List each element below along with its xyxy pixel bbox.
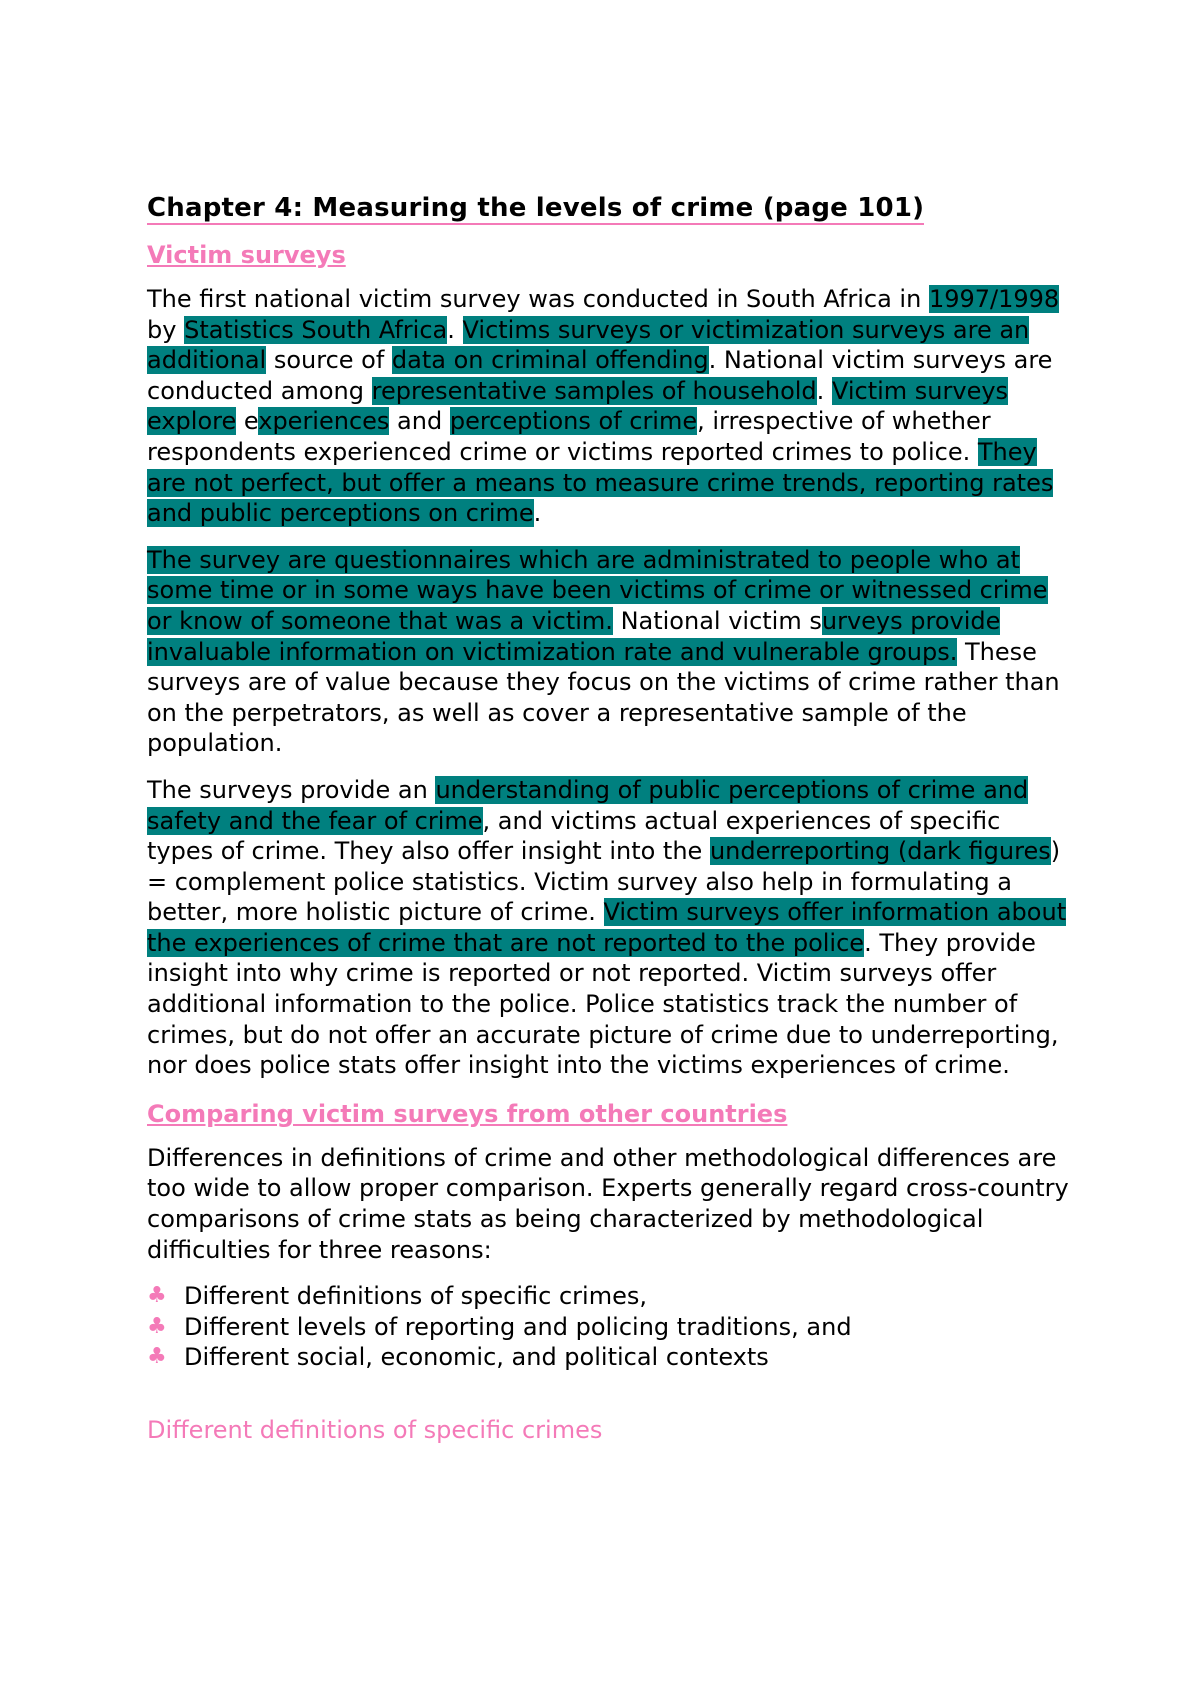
highlight-run: Victims surveys or victimization surveys are an additional [147,315,1030,375]
text-run: and [389,407,450,436]
highlight-run: Statistics South Africa [184,315,448,344]
text-run: National victim s [612,606,822,635]
highlight-run: The survey are questionnaires which are administrated to people who at some time or in some ways have been victims of crime or witnessed crime or know of someone that was a victim. [147,545,1048,635]
highlight-run: representative samples of household [371,376,817,405]
club-icon: ♣ [147,1283,167,1309]
highlight-run: data on criminal offending [391,346,709,375]
text-run: ) = complement police statistics. Victim survey also help in formulating a better, more holistic picture of crime. [147,837,1061,927]
text-run: e [236,407,259,436]
highlight-run: underreporting (dark figures [709,837,1051,866]
paragraph-victim-surveys-3 [147,775,1070,1081]
text-run: by [147,315,185,344]
highlight-run: 1997/1998 [928,285,1060,313]
paragraph-comparing: Differences in definitions of crime and other methodological differences are too wide to allow proper comparison. Experts generally regard cross-country comparisons of crime stats as being characterized by methodological difficulties for three reasons: [147,1143,1069,1264]
highlight-run: Victim surveys offer information about the experiences of crime that are not reported to the police [147,898,1067,957]
highlight-run: urveys provide invaluable information on victimization rate and vulnerable groups. [147,606,1001,666]
text-run: These surveys are of value because they focus on the victims of crime rather than on the perpetrators, as well as cover a representative sample of the population. [147,637,1060,758]
heading-different-definitions: Different definitions of specific crimes [147,1416,603,1444]
list-item: ♣ Different social, economic, and political contexts [147,1343,769,1372]
text-run: . [447,315,463,344]
chapter-title: Chapter 4: Measuring the levels of crime (page 101) [147,193,925,223]
text-run: source of [266,346,392,375]
club-icon: ♣ [147,1313,167,1339]
highlight-run: Victim surveys explore [147,376,1009,436]
list-item: ♣ Different levels of reporting and policing traditions, and [147,1312,852,1341]
text-run: , and victims actual experiences of specific types of crime. They also offer insight into the [147,806,1001,866]
highlight-run: They are not perfect, but offer a means to measure crime trends, reporting rates and public perceptions on crime [147,437,1054,528]
text-run: . They provide insight into why crime is reported or not reported. Victim surveys offer additional information to the police. Police statistics track the number of crimes, but do not offer an accurate picture of crime due to underreporting, nor does police stats offer insight into the victims experiences of crime. [147,928,1059,1080]
text-run: . National victim surveys are conducted among [147,346,1053,405]
text-run: , irrespective of whether respondents experienced crime or victims reported crimes to police. [147,407,991,466]
paragraph-victim-surveys-2 [147,545,1070,759]
text-run: The surveys provide an [147,775,436,804]
highlight-run: perceptions of crime [449,407,698,436]
text-run: . [533,499,542,528]
text-run: The first national victim survey was conducted in South Africa in [147,285,929,313]
reasons-list [147,1281,1070,1373]
club-icon: ♣ [147,1344,167,1370]
highlight-run: understanding of public perceptions of crime and safety and the fear of crime [147,775,1029,835]
list-item: ♣ Different definitions of specific crimes, [147,1282,647,1311]
heading-comparing-victim-surveys: Comparing victim surveys from other countries [147,1099,788,1128]
heading-victim-surveys: Victim surveys [147,241,346,269]
text-run: . [816,376,832,405]
paragraph-victim-surveys-1 [147,284,1070,529]
highlight-run: xperiences [258,407,390,436]
